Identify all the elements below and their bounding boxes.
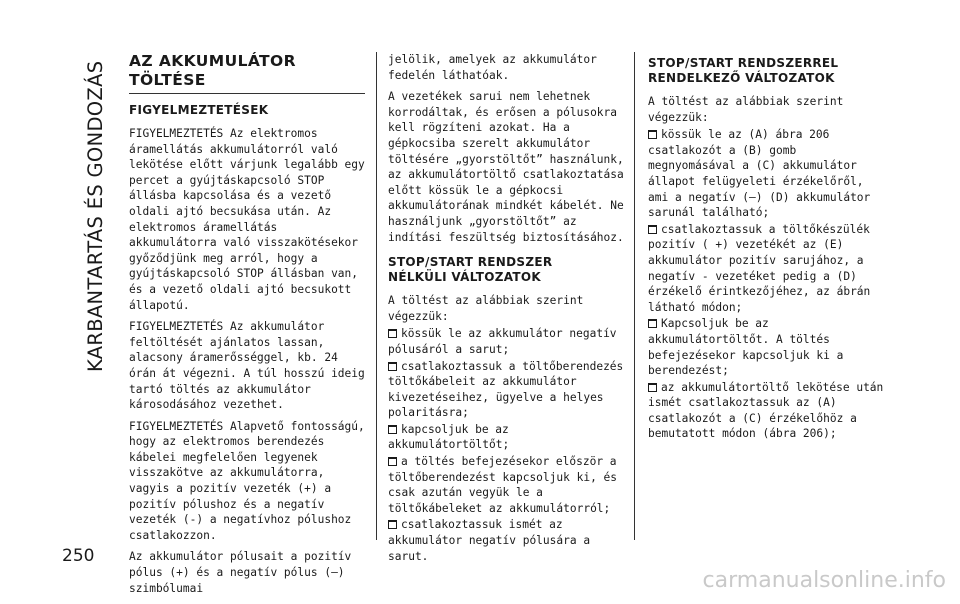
column-1: [129, 52, 365, 602]
list-item: az akkumulátortöltő lekötése után ismét csatlakoztassuk az (A) csatlakozót a (C) érzékelőhöz a bemutatott módon (ábra 206);: [648, 380, 884, 441]
checkbox-bullet-icon: [388, 329, 397, 338]
title-rule: [129, 93, 365, 94]
watermark: carmanualsonline.info: [702, 568, 946, 593]
list-item: csatlakoztassuk ismét az akkumulátor negatív pólusára a sarut.: [388, 518, 591, 563]
page-number: 250: [62, 546, 95, 566]
list-item: kössük le az (A) ábra 206 csatlakozót a (B) gomb megnyomásával a (C) akkumulátor állapot felügyeleti érzékelőről, ami a negatív (–) (D) akkumulátor sarunál található;: [648, 128, 871, 220]
paragraph: Az akkumulátor pólusait a pozitív pólus (+) és a negatív pólus (–) szimbólumai: [129, 550, 352, 595]
chapter-side-title: KARBANTARTÁS ÉS GONDOZÁS: [84, 60, 107, 372]
section-heading-stop-start: STOP/START RENDSZERREL RENDELKEZŐ VÁLTOZATOK: [648, 56, 839, 85]
paragraph: FIGYELMEZTETÉS Alapvető fontosságú, hogy az elektromos berendezés kábelei megfelelően legyenek visszakötve az akkumulátorra, vagyis a pozitív vezeték (+) a pozitív pólushoz és a negatív vezeték (-) a negatívhoz pólushoz csatlakozzon.: [129, 419, 365, 542]
paragraph: jelölik, amelyek az akkumulátor fedelén láthatóak.: [388, 53, 597, 82]
paragraph: FIGYELMEZTETÉS Az elektromos áramellátás akkumulátorról való lekötése előtt várjunk legalább egy percet a gyújtáskapcsoló STOP állásba kapcsolása és a vezető oldali ajtó becsukása után. Az elektromos áramellátás akkumulátorra való visszakötésekor győződjünk meg arról, hogy a gyújtáskapcsoló STOP állásban van, és a vezető oldali ajtó becsukott állapotú.: [129, 127, 365, 312]
paragraph: A vezetékek sarui nem lehetnek korrodáltak, és erősen a pólusokra kell rögzíteni azokat. Ha a gépkocsiba szerelt akkumulátor töltésére „gyorstöltőt” használunk, az akkumulátortöltő csatlakoztatása előtt kössük le a gépkocsi akkumulátorának mindkét kábelét. Ne használjunk „gyorstöltőt” az indítási feszültség biztosításához.: [388, 90, 624, 244]
column-divider: [634, 52, 635, 540]
list-item: csatlakoztassuk a töltőberendezés töltőkábeleit az akkumulátor kivezetéseihez, ügyelve a helyes polaritásra;: [388, 359, 624, 420]
checkbox-bullet-icon: [648, 383, 657, 392]
list-item: kössük le az akkumulátor negatív pólusáról a sarut;: [388, 327, 617, 356]
checkbox-bullet-icon: [388, 457, 397, 466]
intro-text: A töltést az alábbiak szerint végezzük:: [648, 95, 844, 124]
checkbox-bullet-icon: [388, 362, 397, 371]
section-heading-no-stop-start: STOP/START RENDSZER NÉLKÜLI VÁLTOZATOK: [388, 255, 553, 285]
column-divider: [376, 52, 377, 540]
checkbox-bullet-icon: [388, 425, 397, 434]
list-item: csatlakoztassuk a töltőkészülék pozitív ( +) vezetékét az (E) akkumulátor pozitív sarujához, a negatív - vezetéket pedig a (D) érzékelő érintkezőjéhez, az ábrán látható módon;: [648, 222, 871, 314]
intro-text: A töltést az alábbiak szerint végezzük:: [388, 294, 584, 323]
paragraph: FIGYELMEZTETÉS Az akkumulátor feltöltését ajánlatos lassan, alacsony áramerősséggel, kb. 24 órán át végezni. A túl hosszú ideig tartó töltés az akkumulátor károsodásához vezethet.: [129, 320, 365, 412]
column-3: [648, 52, 884, 443]
list-item: kapcsoljuk be az akkumulátortöltőt;: [388, 422, 510, 452]
checkbox-bullet-icon: [648, 319, 657, 328]
column-2: [388, 52, 624, 565]
section-heading-warnings: FIGYELMEZTETÉSEK: [129, 103, 269, 117]
checkbox-bullet-icon: [648, 130, 657, 139]
list-item: a töltés befejezésekor először a töltőberendezést kapcsoljuk ki, és csak azután vegyük le a töltőkábeleket az akkumulátorról;: [388, 455, 618, 515]
page-title: AZ AKKUMULÁTOR TÖLTÉSE: [129, 52, 296, 89]
checkbox-bullet-icon: [648, 225, 657, 234]
list-item: Kapcsoljuk be az akkumulátortöltőt. A töltés befejezésekor kapcsoljuk ki a berendezést;: [648, 317, 844, 378]
checkbox-bullet-icon: [388, 520, 397, 529]
